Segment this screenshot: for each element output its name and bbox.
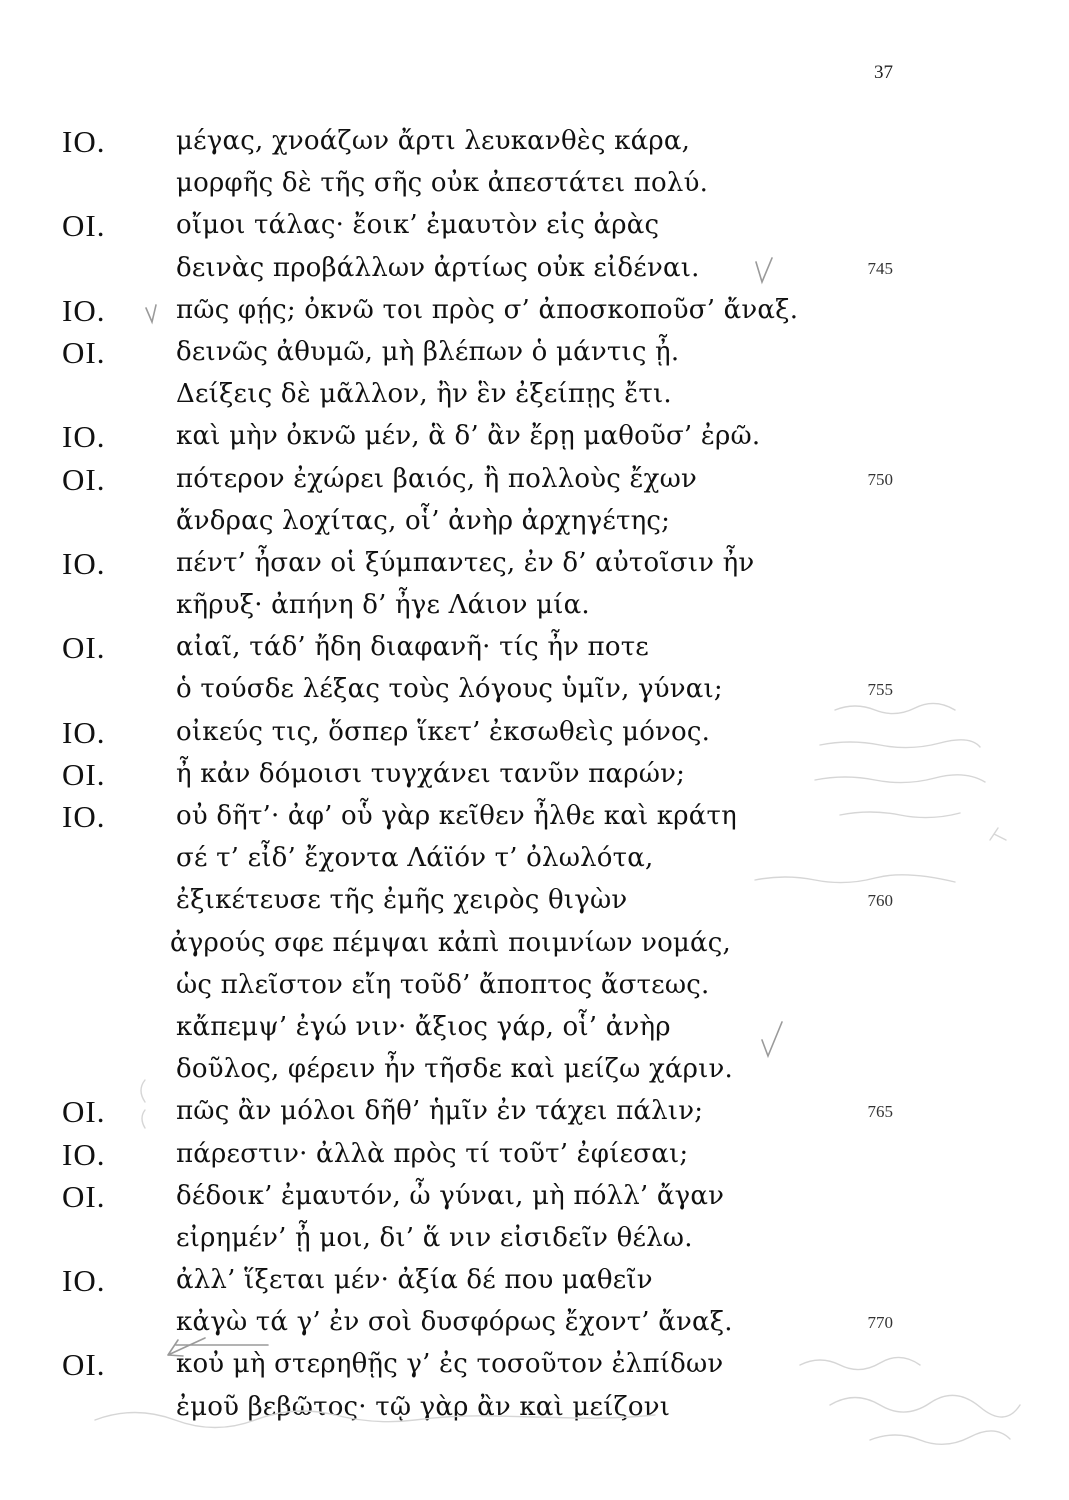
speaker-label: IO.: [62, 545, 106, 581]
verse-text: ἐμοῦ βεβῶτος· τῷ γὰρ ἂν καὶ μείζονι: [176, 1391, 671, 1422]
verse-line: [0, 715, 1069, 757]
verse-line: [0, 377, 1069, 419]
verse-line: [0, 1347, 1069, 1389]
verse-text: εἰρημέν’ ᾖ μοι, δι’ ἅ νιν εἰσιδεῖν θέλω.: [176, 1222, 693, 1253]
page-number: 37: [874, 62, 893, 83]
speaker-label: OI.: [62, 334, 106, 370]
verse-line: [0, 419, 1069, 461]
verse-line: [0, 166, 1069, 208]
verse-text: πῶς ἂν μόλοι δῆθ’ ἡμῖν ἐν τάχει πάλιν;: [176, 1096, 704, 1127]
verse-line: [0, 546, 1069, 588]
verse-line: [0, 926, 1069, 968]
speaker-label: OI.: [62, 1347, 106, 1383]
verse-line: [0, 1263, 1069, 1305]
verse-text: ἦ κἀν δόμοισι τυγχάνει τανῦν παρών;: [176, 758, 686, 789]
verse-line: [0, 883, 1069, 925]
verse-line: [0, 799, 1069, 841]
verse-line: [0, 124, 1069, 166]
verse-text: κἀγὼ τά γ’ ἐν σοὶ δυσφόρως ἔχοντ’ ἄναξ.: [176, 1307, 733, 1338]
verse-line: [0, 588, 1069, 630]
verse-text: κἄπεμψ’ ἐγώ νιν· ἄξιος γάρ, οἷ’ ἀνὴρ: [176, 1011, 671, 1042]
speaker-label: IO.: [62, 1263, 106, 1299]
line-number: 760: [867, 891, 893, 911]
verse-text: πέντ’ ἦσαν οἱ ξύμπαντες, ἐν δ’ αὐτοῖσιν ἦν: [176, 547, 755, 578]
verse-line: [0, 968, 1069, 1010]
verse-text: ἀλλ’ ἵξεται μέν· ἀξία δέ που μαθεῖν: [176, 1265, 653, 1296]
verse-line: [0, 1179, 1069, 1221]
verse-line: [0, 1052, 1069, 1094]
speaker-label: OI.: [62, 208, 106, 244]
verse-text: μέγας, χνοάζων ἄρτι λευκανθὲς κάρα,: [176, 126, 691, 156]
verse-text: ἐξικέτευσε τῆς ἐμῆς χειρὸς θιγὼν: [176, 885, 628, 916]
verse-text: πῶς φῄς; ὀκνῶ τοι πρὸς σ’ ἀποσκοποῦσ’ ἄναξ.: [176, 294, 799, 325]
verse-text: Δείξεις δὲ μᾶλλον, ἢν ἓν ἐξείπῃς ἔτι.: [176, 379, 672, 410]
verse-text: πάρεστιν· ἀλλὰ πρὸς τί τοῦτ’ ἐφίεσαι;: [176, 1138, 689, 1169]
verse-text: δοῦλος, φέρειν ἦν τῆσδε καὶ μείζω χάριν.: [176, 1054, 734, 1085]
verse-line: [0, 757, 1069, 799]
verse-line: [0, 335, 1069, 377]
verse-text: δεινῶς ἀθυμῶ, μὴ βλέπων ὁ μάντις ᾖ.: [176, 336, 680, 367]
verse-text: ὁ τούσδε λέξας τοὺς λόγους ὑμῖν, γύναι;: [176, 674, 723, 705]
verse-lines: [0, 124, 1069, 1432]
verse-line: [0, 1390, 1069, 1432]
speaker-label: IO.: [62, 714, 106, 750]
faint-annotation: [870, 1431, 1010, 1444]
verse-line: [0, 841, 1069, 883]
verse-line: [0, 462, 1069, 504]
line-number: 745: [867, 258, 893, 278]
speaker-label: IO.: [62, 124, 106, 159]
verse-text: μορφῆς δὲ τῆς σῆς οὐκ ἀπεστάτει πολύ.: [176, 168, 709, 199]
verse-text: οἴμοι τάλας· ἔοικ’ ἐμαυτὸν εἰς ἀρὰς: [176, 210, 660, 241]
verse-text: οἰκεύς τις, ὅσπερ ἵκετ’ ἐκσωθεὶς μόνος.: [176, 716, 711, 747]
verse-line: [0, 208, 1069, 250]
speaker-label: IO.: [62, 1136, 106, 1172]
verse-line: [0, 1305, 1069, 1347]
verse-line: [0, 1221, 1069, 1263]
speaker-label: OI.: [62, 461, 106, 497]
line-number: 755: [867, 680, 893, 700]
verse-line: [0, 672, 1069, 714]
verse-text: κοὐ μὴ στερηθῇς γ’ ἐς τοσοῦτον ἐλπίδων: [176, 1349, 724, 1380]
verse-text: δεινὰς προβάλλων ἀρτίως οὐκ εἰδέναι.: [176, 252, 700, 283]
verse-text: οὐ δῆτ’· ἀφ’ οὗ γὰρ κεῖθεν ἦλθε καὶ κράτη: [176, 801, 737, 831]
verse-line: [0, 1094, 1069, 1136]
verse-text: κῆρυξ· ἀπήνη δ’ ἦγε Λάιον μία.: [176, 590, 590, 621]
verse-text: αἰαῖ, τάδ’ ἤδη διαφανῆ· τίς ἦν ποτε: [176, 632, 649, 663]
verse-line: [0, 293, 1069, 335]
speaker-label: OI.: [62, 756, 106, 792]
verse-text: ὡς πλεῖστον εἴη τοῦδ’ ἄποπτος ἄστεως.: [176, 969, 710, 1000]
speaker-label: OI.: [62, 1094, 106, 1130]
verse-text: σέ τ’ εἶδ’ ἔχοντα Λάϊόν τ’ ὀλωλότα,: [176, 843, 654, 874]
verse-line: [0, 504, 1069, 546]
speaker-label: IO.: [62, 799, 106, 834]
line-number: 765: [867, 1102, 893, 1122]
line-number: 750: [867, 469, 893, 489]
verse-line: [0, 1137, 1069, 1179]
verse-text: δέδοικ’ ἐμαυτόν, ὦ γύναι, μὴ πόλλ’ ἄγαν: [176, 1180, 725, 1211]
verse-text: ἀγρούς σφε πέμψαι κἀπὶ ποιμνίων νομάς,: [170, 927, 732, 958]
verse-text: καὶ μὴν ὀκνῶ μέν, ἃ δ’ ἂν ἔρῃ μαθοῦσ’ ἐρῶ.: [176, 421, 761, 452]
speaker-label: OI.: [62, 1178, 106, 1214]
verse-line: [0, 630, 1069, 672]
verse-text: πότερον ἐχώρει βαιός, ἢ πολλοὺς ἔχων: [176, 463, 697, 494]
verse-text: ἄνδρας λοχίτας, οἷ’ ἀνὴρ ἀρχηγέτης;: [176, 505, 671, 536]
verse-line: [0, 1010, 1069, 1052]
speaker-label: OI.: [62, 630, 106, 666]
line-number: 770: [867, 1313, 893, 1333]
verse-line: [0, 251, 1069, 293]
speaker-label: IO.: [62, 419, 106, 455]
speaker-label: IO.: [62, 292, 106, 328]
